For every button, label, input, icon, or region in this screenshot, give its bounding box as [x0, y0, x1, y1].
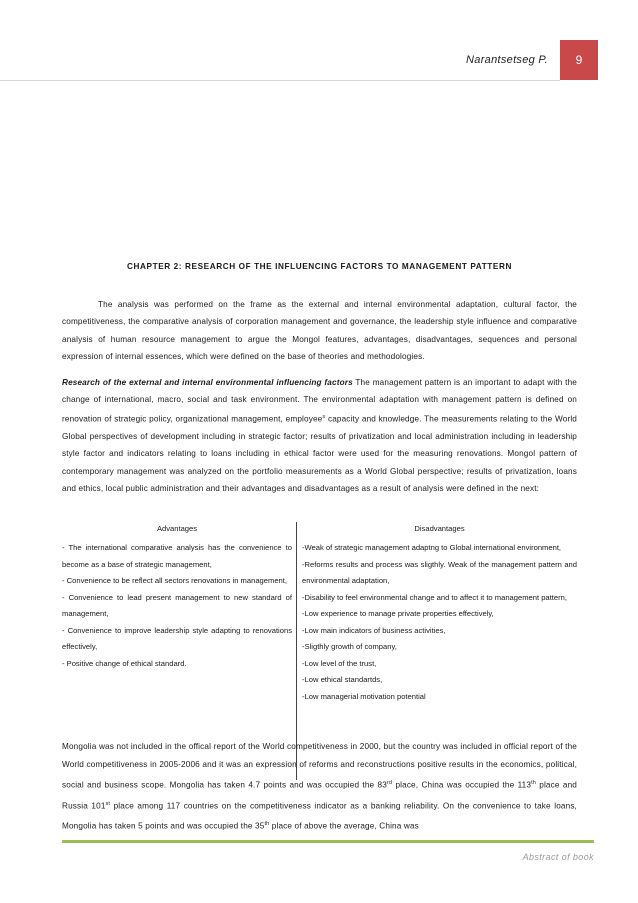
- disadvantage-item: -Sligthly growth of company,: [302, 642, 397, 651]
- paragraph-research: [62, 374, 577, 498]
- disadvantage-item: -Weak of strategic management adaptng to Global international environment,: [302, 543, 562, 552]
- header-rule: [0, 80, 560, 81]
- superscript: th: [531, 780, 536, 786]
- text-run: place of above the average, China was: [269, 822, 419, 832]
- superscript: rd: [386, 780, 393, 786]
- text-run: place, China was occupied the 113: [392, 780, 532, 790]
- paragraph-lead: Research of the external and internal environmental influencing factors: [62, 378, 353, 387]
- advantage-item: - Convenience to lead present management to new standard of management,: [62, 592, 292, 618]
- chapter-title: CHAPTER 2: RESEARCH OF THE INFLUENCING FACTORS TO MANAGEMENT PATTERN: [127, 262, 512, 271]
- text-run: Mongolia was not included in the offical report of the World competitiveness in 2000, but the country was included in official report of the World competitiveness in 2005-2006 and it was an expression of reforms and reconstructions positive results in the economics, political, social and business scope. Mongolia has taken 4.7 points and was occupied the 83: [62, 742, 577, 790]
- footer-rule: [62, 840, 594, 843]
- page-number-badge: [560, 40, 598, 80]
- advantages-column: [62, 522, 292, 672]
- advantages-header: Advantages: [156, 524, 198, 533]
- author-name: Narantsetseg P.: [466, 54, 548, 66]
- disadvantages-column: [302, 522, 577, 705]
- disadvantage-item: -Low experience to manage private properties effectively,: [302, 609, 494, 618]
- footer-text: Abstract of book: [522, 852, 594, 862]
- superscript: th: [264, 821, 270, 828]
- disadvantage-item: -Disability to feel environmental change and to affect it to management pattern,: [302, 592, 567, 602]
- page-number: 9: [575, 53, 583, 67]
- disadvantage-item: -Low managerial motivation potential: [302, 691, 426, 701]
- disadvantage-item: -Low level of the trust,: [302, 658, 377, 668]
- disadvantage-item: -Low ethical standartds,: [302, 675, 383, 684]
- text-run: place and Russia 101: [62, 780, 577, 811]
- advantage-item: - Convenience to be reflect all sectors renovations in management,: [62, 576, 287, 585]
- paragraph-intro: The analysis was performed on the frame as the external and internal environmental adaptation, cultural factor, the competitiveness, the comparative analysis of corporation management and governance, the leadership style influence and comparative analysis of human resource management to argue the Mongol features, advantages, disadvantages, sequences and personal expression of internal essences, which were defined on the base of theories and methodologies.: [62, 300, 577, 362]
- page-header: [466, 40, 598, 80]
- advantage-item: - Positive change of ethical standard.: [62, 658, 187, 668]
- text-run: place among 117 countries on the competitiveness indicator as a banking reliability. On the convenience to take loans, Mongolia has taken 5 points and was occupied the 35: [62, 801, 577, 832]
- superscript: s: [322, 413, 326, 420]
- paragraph-text-a: The management pattern is an important to adapt with the change of international, macro, social and task environment. The environmental adaptation with management pattern is defined on renovation of strategic policy, organizational management, employee: [62, 378, 577, 424]
- advantage-item: - Convenience to improve leadership style adapting to renovations effectively,: [62, 625, 292, 651]
- superscript: st: [105, 800, 111, 807]
- paragraph-competitiveness: [62, 738, 577, 836]
- disadvantage-item: -Low main indicators of business activities,: [302, 625, 446, 635]
- advantage-item: - The international comparative analysis has the convenience to become as a base of strategic management,: [62, 543, 292, 569]
- paragraph-text-b: capacity and knowledge. The measurements relating to the World Global perspectives of development including in strategic factor; results of privatization and local administration including in leadership style factor and indicators relating to loans including in ethical factor were used for the measuring renovations. Mongol pattern of contemporary management was analyzed on the portfolio measurements as a World Global perspective; results of privatization, loans and ethics, local public administration and their advantages and disadvantages as a result of analysis were defined in the next:: [62, 414, 577, 494]
- disadvantages-header: Disadvantages: [414, 524, 465, 533]
- disadvantage-item: -Reforms results and process was sligthly. Weak of the management pattern and environmental adaptation,: [302, 559, 577, 585]
